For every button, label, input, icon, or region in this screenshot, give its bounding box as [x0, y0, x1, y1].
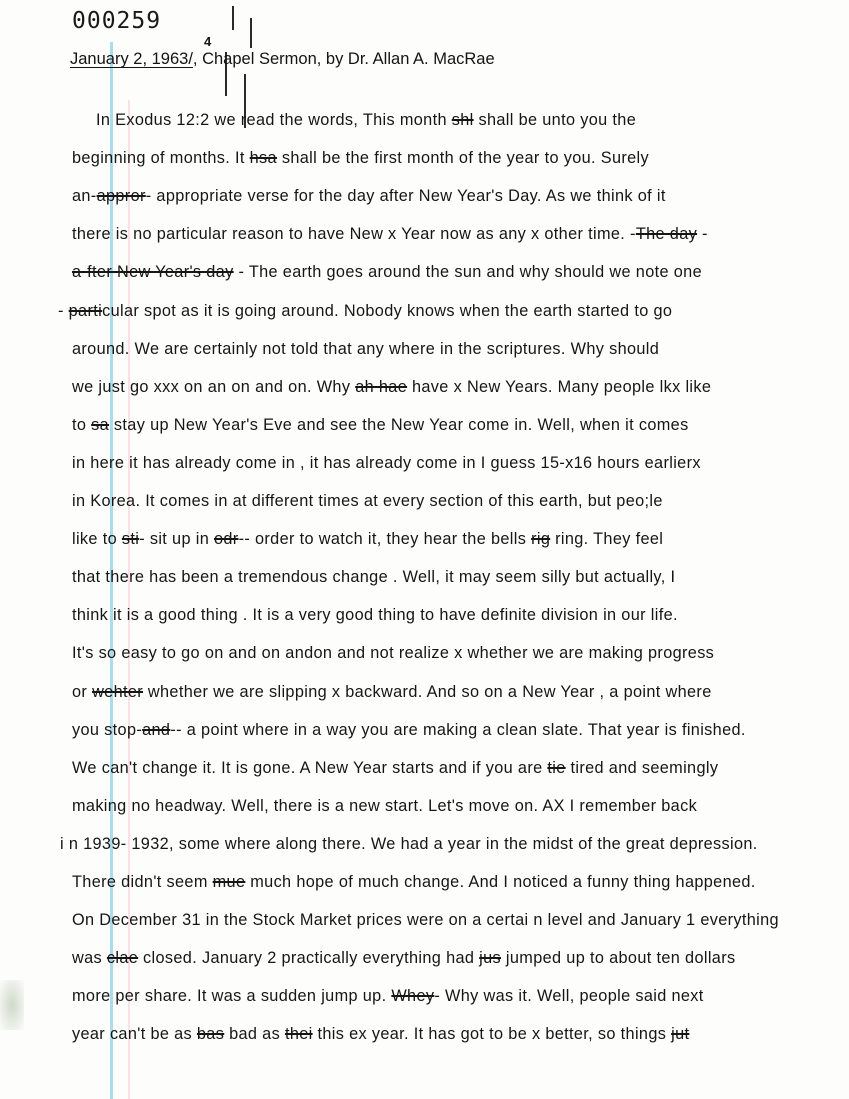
text-line [72, 378, 711, 397]
text-line [72, 1025, 689, 1044]
pencil-mark [250, 18, 252, 48]
line-text: or [72, 682, 93, 701]
struck-text: shl [451, 111, 474, 129]
line-text: think it is a good thing . It is a very good thing to have definite division in our life. [72, 606, 678, 625]
line-text: cular spot as it is going around. Nobody knows when the earth started to go [102, 301, 673, 320]
struck-text: sa [91, 415, 110, 434]
text-line [72, 797, 697, 816]
line-text: closed. January 2 practically everything had [138, 949, 480, 968]
text-line [72, 416, 689, 435]
text-line [72, 454, 701, 473]
line-text: ring. They feel [550, 530, 664, 549]
line-text: In Exodus 12:2 we read the words, This month [96, 111, 452, 129]
struck-text: sti [121, 530, 140, 549]
text-line [72, 568, 675, 587]
text-line [72, 873, 756, 892]
line-text: making no headway. Well, there is a new start. Let's move on. [72, 796, 543, 815]
struck-text: a-fter New Year's day [72, 263, 234, 282]
line-text: in here it has already come in , it has already come in I guess 15-x16 hours earlierx [72, 453, 701, 472]
text-line [72, 263, 702, 282]
line-text: was [72, 949, 107, 968]
text-line [72, 721, 746, 740]
text-line [72, 683, 712, 702]
struck-text: and [142, 720, 171, 739]
sermon-title: Chapel Sermon, by Dr. Allan A. MacRae [202, 50, 495, 68]
line-text: in Korea. It comes in at different times at every section of this earth, but peo;le [72, 492, 663, 510]
text-line [96, 111, 636, 130]
pencil-mark [232, 6, 234, 30]
struck-text: thei [284, 1025, 313, 1044]
text-line [60, 835, 758, 854]
sermon-date: January 2, 1963/ [70, 50, 193, 68]
line-text: much hope of much change. And I noticed a funny thing happened. [245, 873, 756, 891]
line-text: There didn't seem [72, 873, 213, 891]
line-text: have x New Years. Many people lkx like [407, 377, 712, 396]
line-text: like to [72, 530, 122, 549]
line-text: i n 1939- 1932, some where along there. We had a year in the midst of the great depression. [60, 834, 758, 853]
line-text: - appropriate verse for the day after New Year's Day. As we think of it [145, 187, 666, 206]
line-text: you stop- [72, 720, 143, 739]
struck-text: The day [635, 225, 698, 244]
line-text: - [697, 225, 708, 244]
line-text: bad as [224, 1025, 285, 1044]
text-line [72, 644, 714, 663]
line-text: this ex year. It has got to be x better, so things [312, 1025, 672, 1044]
text-line [72, 187, 666, 206]
text-line [72, 492, 663, 511]
text-line [72, 759, 718, 778]
line-text: to [72, 415, 92, 434]
line-text: On December 31 in the Stock Market prices were on a certai n level and January 1 everything [72, 911, 779, 930]
text-line [58, 302, 672, 321]
text-line [72, 225, 708, 244]
struck-text: tie [547, 758, 566, 777]
line-text: -- order to watch it, they hear the bells [238, 530, 532, 549]
line-text: tired and seemingly [565, 758, 719, 777]
line-text: - Why was it. Well, people said next [434, 987, 704, 1006]
line-text: beginning of months. It [72, 149, 250, 168]
line-text: jumped up to about ten dollars [501, 949, 736, 968]
line-text: there is no particular reason to have New x Year now as any x other time. - [72, 225, 636, 244]
text-line [72, 149, 649, 168]
struck-text: clae [106, 949, 139, 968]
line-text: - The earth goes around the sun and why should we note one [233, 263, 702, 282]
document-number: 000259 [72, 8, 162, 34]
line-text: stay up New Year's Eve and see the New Year come in. Well, when it comes [109, 415, 689, 434]
header-separator: , [192, 50, 203, 68]
header-line [70, 50, 495, 69]
struck-text: odr [213, 530, 239, 549]
line-text: that there has been a tremendous change . Well, it may seem silly but actually, I [72, 568, 676, 587]
line-text: whether we are slipping x backward. And so on a New Year , a point where [143, 682, 712, 701]
text-line [72, 987, 704, 1006]
struck-text: ah hae [355, 377, 408, 396]
text-line [72, 911, 779, 930]
line-text: -- a point where in a way you are making a clean slate. That year is finished. [170, 720, 746, 739]
line-text: - sit up in [139, 530, 214, 549]
text-line [72, 606, 678, 625]
struck-text: hsa [249, 149, 277, 168]
handwritten-correction: 4 [204, 34, 212, 49]
text-line [72, 340, 659, 359]
line-text: more per share. It was a sudden jump up. [72, 987, 392, 1006]
struck-text: jut [671, 1025, 690, 1044]
line-text: - [58, 301, 69, 320]
struck-text: appror [96, 187, 146, 206]
page-stain [0, 980, 24, 1030]
line-text: It's so easy to go on and on andon and not realize x whether we are making progress [72, 644, 715, 663]
line-text: year can't be as [72, 1025, 197, 1044]
line-text: around. We are certainly not told that any where in the scriptures. Why should [72, 339, 660, 358]
struck-text: rig [531, 530, 551, 549]
struck-text: wehter [92, 682, 144, 701]
line-text: AX [542, 796, 565, 815]
line-text: we just go xxx on an on and on. Why [72, 377, 356, 396]
line-text: I remember back [564, 796, 698, 815]
text-line [72, 949, 735, 968]
line-text: shall be unto you the [473, 111, 637, 129]
struck-text: parti [68, 301, 103, 320]
struck-text: jus [479, 949, 502, 968]
line-text: an- [72, 187, 97, 206]
line-text: We can't change it. It is gone. A New Year starts and if you are [72, 758, 548, 777]
struck-text: Whey [391, 987, 435, 1006]
text-line [72, 530, 663, 549]
struck-text: bas [196, 1025, 225, 1044]
struck-text: mue [212, 873, 246, 891]
line-text: shall be the first month of the year to you. Surely [276, 149, 650, 168]
